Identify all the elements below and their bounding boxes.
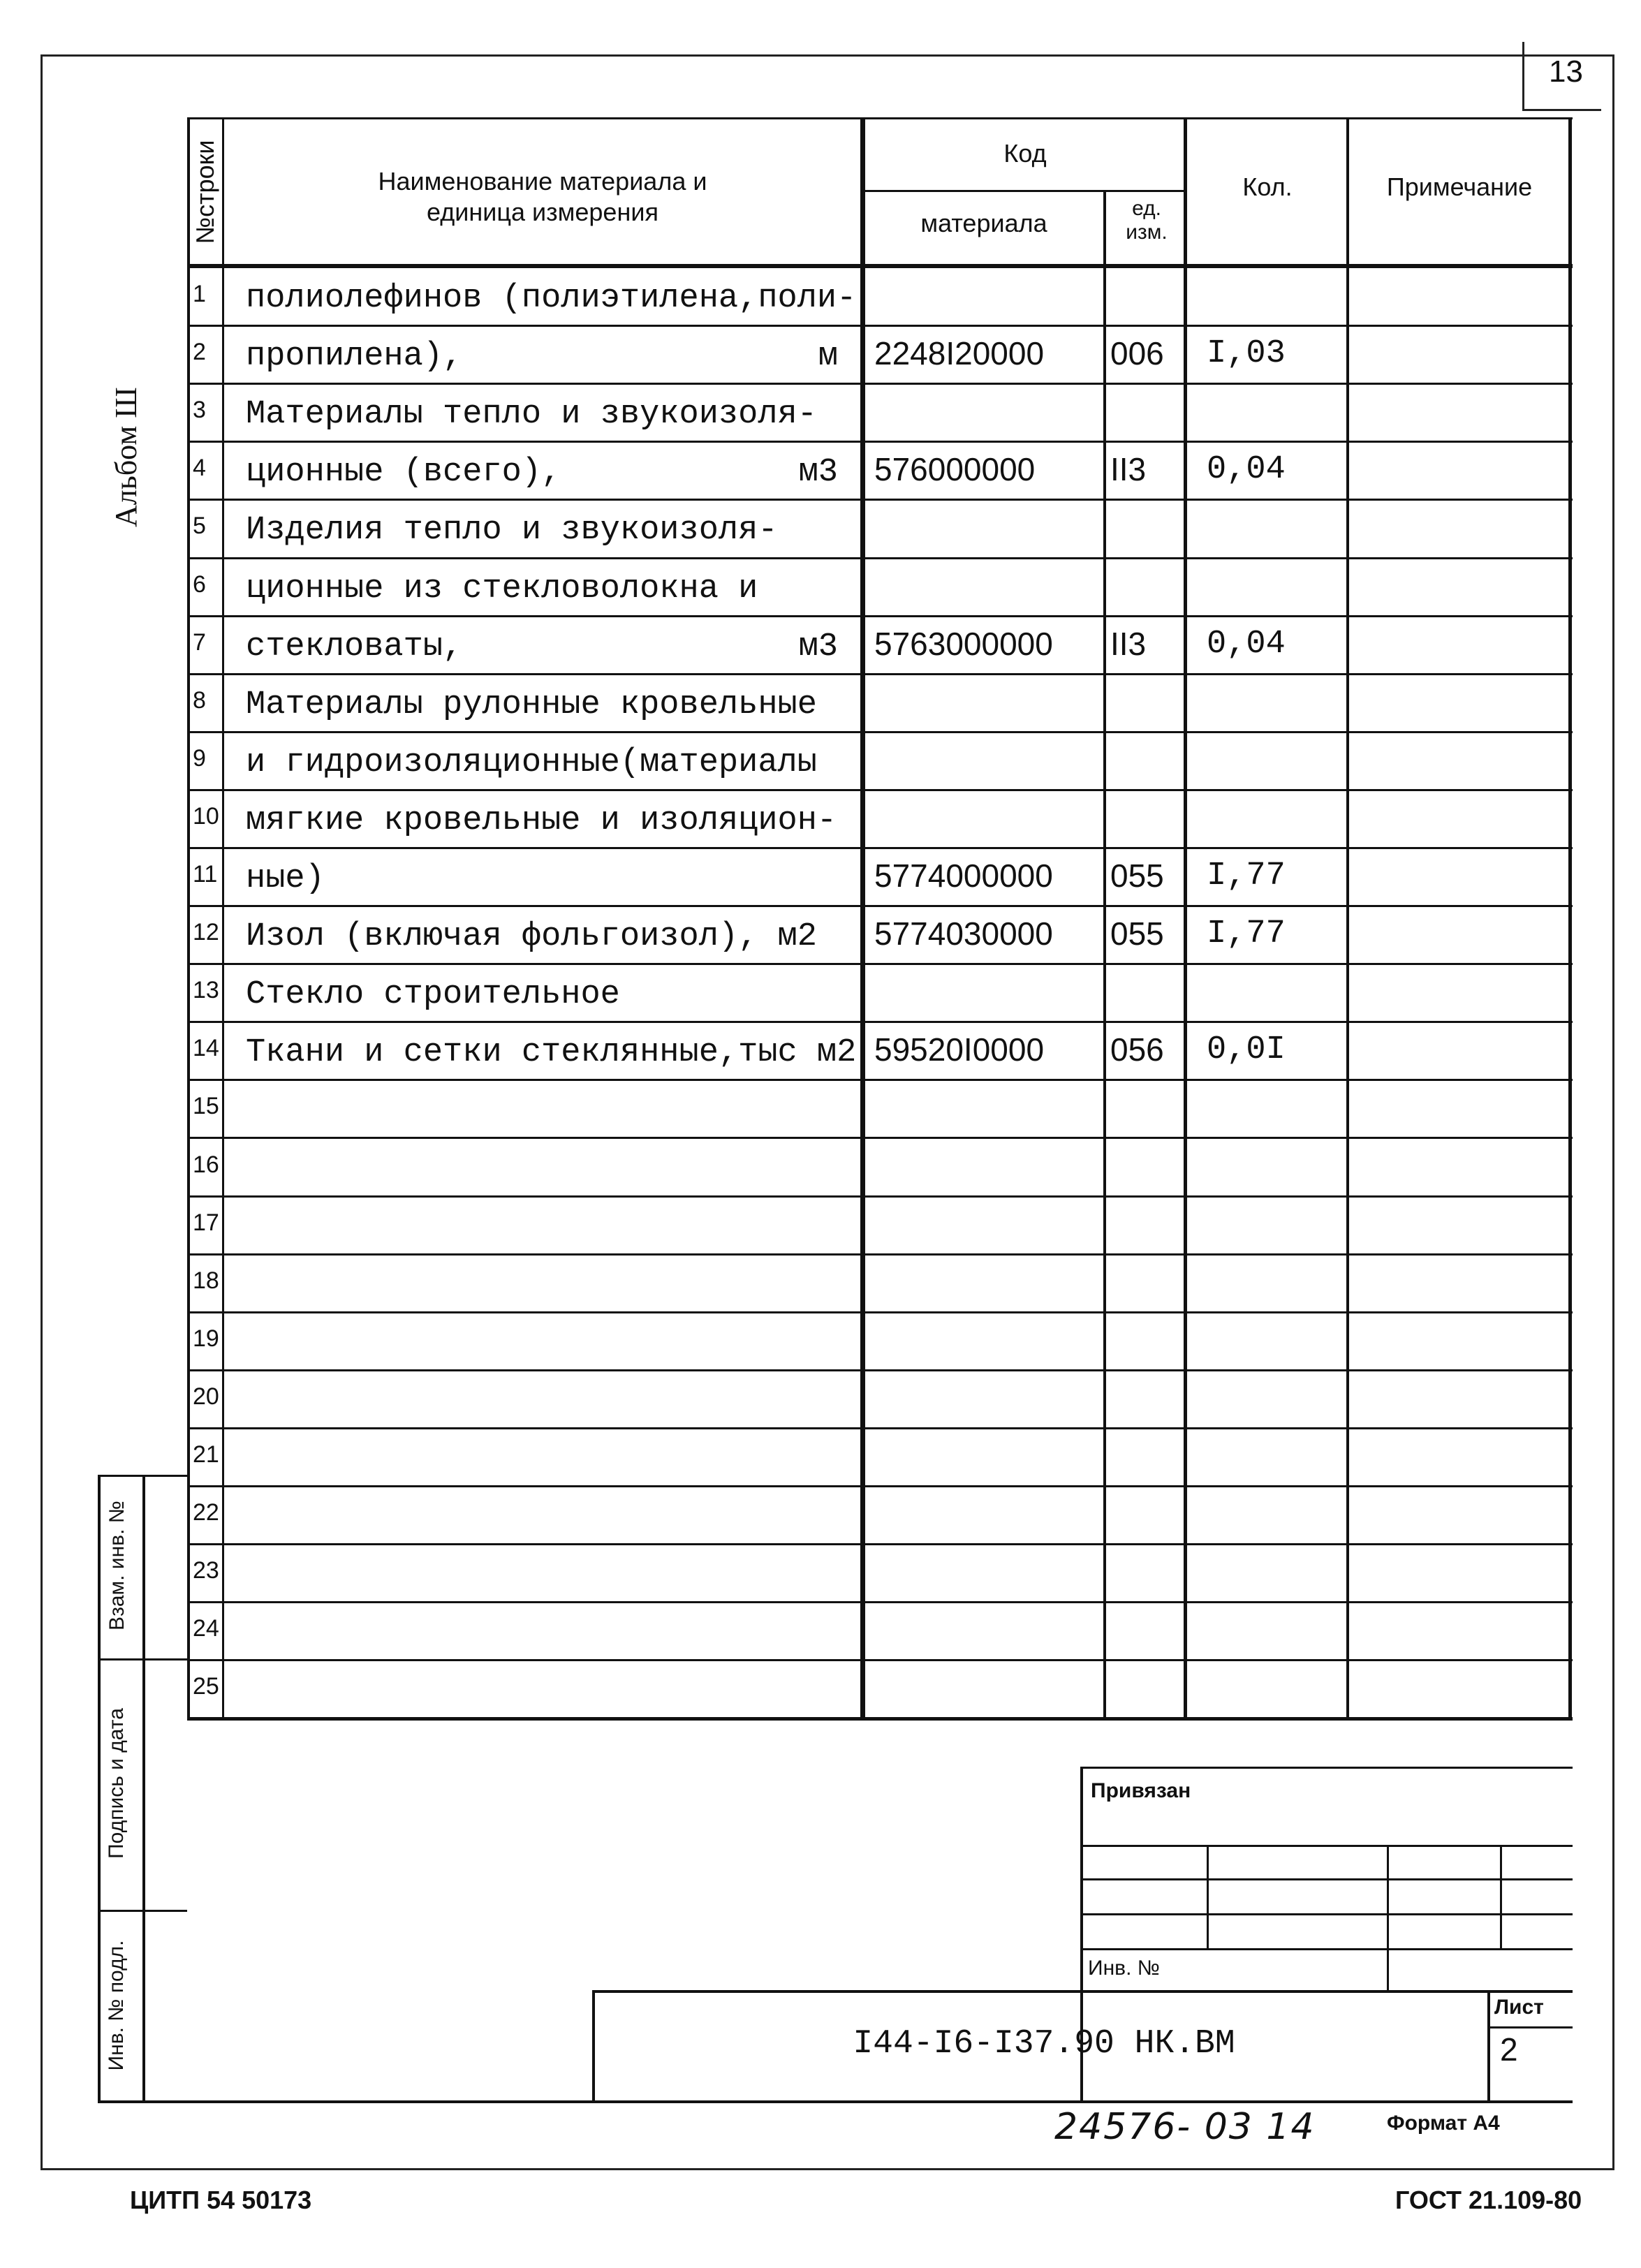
row-unit: м3 <box>798 628 838 665</box>
row-number: 11 <box>193 861 218 888</box>
row-code: 5774030000 <box>874 915 1053 952</box>
header-row-number: №строки <box>191 140 219 244</box>
row-name: стекловаты, <box>246 628 463 665</box>
row-number: 20 <box>193 1383 219 1410</box>
row-divider <box>187 1079 1573 1081</box>
row-name: Ткани и сетки стеклянные,тыс м2 <box>246 1034 857 1071</box>
header-note: Примечание <box>1386 172 1533 201</box>
row-number: 5 <box>193 513 206 539</box>
row-divider <box>187 1195 1573 1198</box>
row-unit-code: II3 <box>1110 451 1147 487</box>
row-name: Изол (включая фольгоизол), м2 <box>246 918 817 955</box>
row-name: Изделия тепло и звукоизоля- <box>246 512 778 549</box>
row-divider <box>187 905 1573 907</box>
row-qty: 0,04 <box>1207 626 1286 663</box>
row-name: пропилена), <box>246 338 463 375</box>
row-divider <box>187 1427 1573 1429</box>
row-divider <box>187 731 1573 733</box>
row-code: 2248I20000 <box>874 335 1045 371</box>
footer-right: ГОСТ 21.109-80 <box>1395 2186 1582 2214</box>
corner-page-number: 13 <box>1549 54 1583 89</box>
row-name: мягкие кровельные и изоляцион- <box>246 802 837 839</box>
header-code-material: материала <box>920 209 1047 237</box>
row-divider <box>187 1369 1573 1371</box>
row-unit: м <box>818 338 838 375</box>
doc-code: I44-I6-I37.90 НК.ВМ <box>853 2025 1235 2063</box>
row-qty: I,03 <box>1207 335 1286 372</box>
row-number: 10 <box>193 803 219 830</box>
stamp-inv-podl: Инв. № подл. <box>105 1940 128 2071</box>
row-number: 1 <box>193 281 206 307</box>
row-name: ционные (всего), <box>246 454 561 491</box>
row-unit-code: 055 <box>1110 915 1164 952</box>
row-number: 24 <box>193 1615 219 1642</box>
row-divider <box>187 1601 1573 1603</box>
row-unit-code: 006 <box>1110 335 1164 371</box>
row-number: 9 <box>193 745 206 772</box>
row-code: 5763000000 <box>874 626 1053 662</box>
row-number: 17 <box>193 1209 219 1236</box>
row-divider <box>187 1543 1573 1545</box>
row-qty: 0,0I <box>1207 1031 1286 1068</box>
row-divider <box>187 441 1573 443</box>
row-divider <box>187 1253 1573 1256</box>
row-number: 23 <box>193 1557 219 1584</box>
header-code-unit: ед. изм. <box>1126 197 1168 244</box>
header-code: Код <box>1003 139 1047 168</box>
row-divider <box>187 1485 1573 1487</box>
row-qty: I,77 <box>1207 857 1286 894</box>
row-number: 14 <box>193 1035 219 1061</box>
row-code: 576000000 <box>874 451 1036 487</box>
row-name: Материалы рулонные кровельные <box>246 686 817 723</box>
row-divider <box>187 1137 1573 1139</box>
header-qty: Кол. <box>1242 172 1293 201</box>
row-unit-code: 055 <box>1110 857 1164 894</box>
row-number: 8 <box>193 687 206 714</box>
format-label: Формат А4 <box>1387 2112 1500 2135</box>
header-name-line2: единица измерения <box>427 198 658 226</box>
row-divider <box>187 1311 1573 1313</box>
row-number: 13 <box>193 977 219 1003</box>
row-number: 25 <box>193 1673 219 1700</box>
row-divider <box>187 325 1573 327</box>
row-divider <box>187 789 1573 791</box>
album-label: Альбом Ш <box>109 387 143 527</box>
row-unit: м3 <box>798 454 838 491</box>
row-divider <box>187 1021 1573 1023</box>
inv-no-label: Инв. № <box>1088 1957 1160 1980</box>
row-number: 3 <box>193 397 206 423</box>
row-divider <box>187 499 1573 501</box>
row-name: ные) <box>246 860 325 897</box>
handwritten-number: 24576- 03 14 <box>1054 2106 1316 2148</box>
header-name-line1: Наименование материала и <box>378 167 707 196</box>
stamp-podpis: Подпись и дата <box>105 1708 128 1859</box>
row-unit-code: 056 <box>1110 1031 1164 1068</box>
row-number: 4 <box>193 455 206 481</box>
sheet-label: Лист <box>1494 1996 1544 2019</box>
row-number: 22 <box>193 1499 219 1526</box>
row-name: Стекло строительное <box>246 976 620 1013</box>
row-number: 7 <box>193 629 206 656</box>
row-number: 18 <box>193 1267 219 1294</box>
row-divider <box>187 673 1573 675</box>
row-number: 12 <box>193 919 219 945</box>
privyazan-label: Привязан <box>1091 1779 1191 1802</box>
row-divider <box>187 1659 1573 1661</box>
row-name: ционные из стекловолокна и <box>246 570 758 608</box>
row-divider <box>187 615 1573 617</box>
row-name: Материалы тепло и звукоизоля- <box>246 396 817 433</box>
row-number: 19 <box>193 1325 219 1352</box>
row-name: и гидроизоляционные(материалы <box>246 744 817 781</box>
row-divider <box>187 557 1573 559</box>
row-qty: I,77 <box>1207 915 1286 952</box>
row-unit-code: II3 <box>1110 626 1147 662</box>
row-name: полиолефинов (полиэтилена,поли- <box>246 280 857 317</box>
row-divider <box>187 383 1573 385</box>
row-divider <box>187 963 1573 965</box>
row-number: 16 <box>193 1151 219 1178</box>
row-divider <box>187 847 1573 849</box>
row-number: 2 <box>193 339 206 365</box>
row-code: 5774000000 <box>874 857 1053 894</box>
row-number: 6 <box>193 571 206 598</box>
stamp-vzam: Взам. инв. № <box>105 1501 128 1630</box>
footer-left: ЦИТП 54 50173 <box>130 2186 312 2214</box>
row-number: 21 <box>193 1441 219 1468</box>
row-number: 15 <box>193 1093 219 1119</box>
row-qty: 0,04 <box>1207 451 1286 488</box>
row-code: 59520I0000 <box>874 1031 1045 1068</box>
sheet-number: 2 <box>1500 2031 1518 2068</box>
